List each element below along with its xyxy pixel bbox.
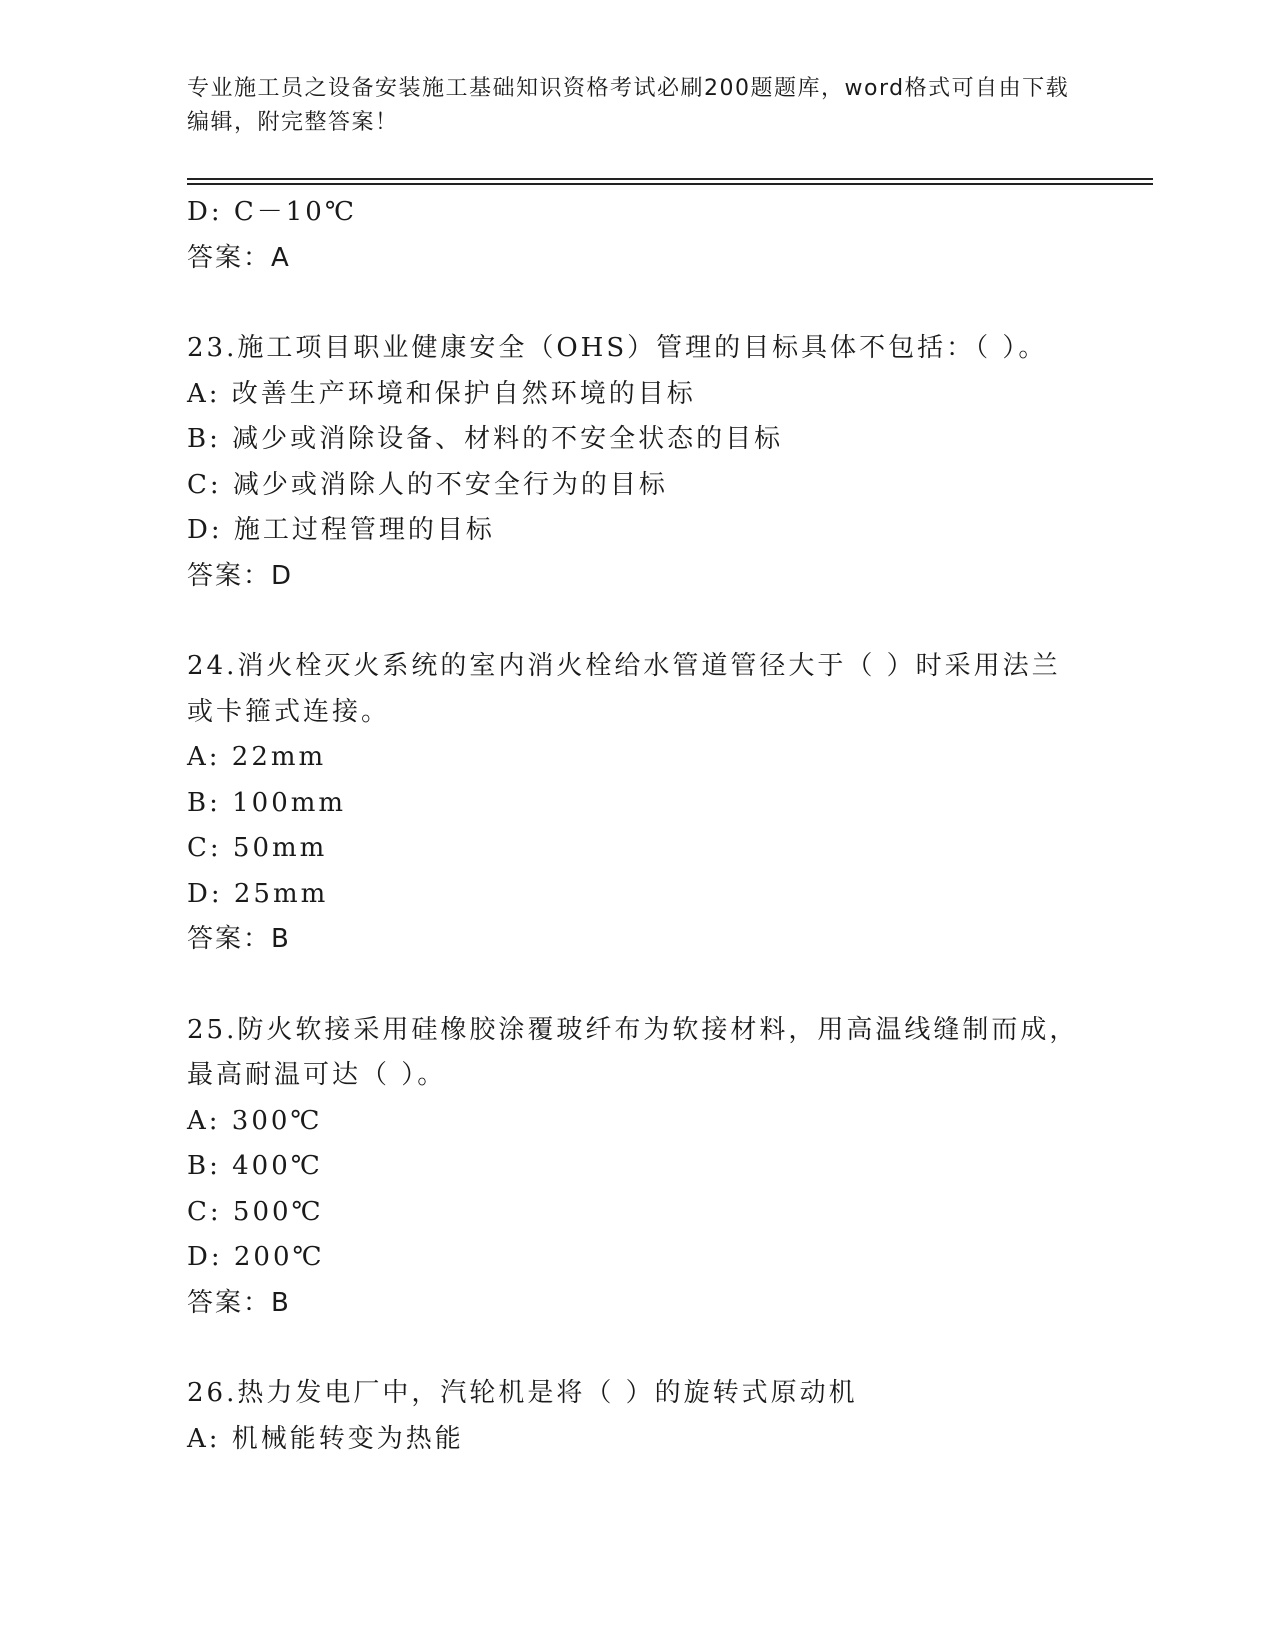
answer-line: 答案：A xyxy=(187,242,291,273)
question-25 xyxy=(187,1008,1087,1327)
question-stem: 26.热力发电厂中，汽轮机是将（ ）的旋转式原动机 xyxy=(187,1378,858,1408)
question-26 xyxy=(187,1371,1087,1462)
question-23 xyxy=(187,326,1087,599)
option-b: B: 减少或消除设备、材料的不安全状态的目标 xyxy=(187,424,784,454)
option-c: C: 减少或消除人的不安全行为的目标 xyxy=(187,469,668,500)
answer-line: 答案：D xyxy=(187,560,294,591)
document-header: 专业施工员之设备安装施工基础知识资格考试必刷200题题库，word格式可自由下载编辑，附完整答案！ xyxy=(187,76,1070,135)
option-d: D: C－10℃ xyxy=(187,197,357,227)
option-a: A: 机械能转变为热能 xyxy=(187,1423,464,1454)
answer-line: 答案：B xyxy=(187,924,291,954)
header-divider-bottom xyxy=(187,183,1153,185)
previous-question-tail xyxy=(187,190,1087,281)
option-a: A: 300℃ xyxy=(187,1105,323,1136)
answer-line: 答案：B xyxy=(187,1287,291,1318)
option-d: D: 施工过程管理的目标 xyxy=(187,515,495,545)
question-stem: 25.防火软接采用硅橡胶涂覆玻纤布为软接材料，用高温线缝制而成，最高耐温可达（ ）。 xyxy=(187,1014,1079,1090)
option-b: B: 100mm xyxy=(187,787,347,818)
option-c: C: 50mm xyxy=(187,833,328,863)
option-a: A: 改善生产环境和保护自然环境的目标 xyxy=(187,378,696,409)
option-d: D: 200℃ xyxy=(187,1242,325,1272)
option-a: A: 22mm xyxy=(187,742,327,772)
question-24 xyxy=(187,644,1087,963)
header-divider-top xyxy=(187,178,1153,180)
option-d: D: 25mm xyxy=(187,878,329,909)
question-stem: 24.消火栓灭火系统的室内消火栓给水管道管径大于（ ）时采用法兰或卡箍式连接。 xyxy=(187,651,1061,727)
question-list xyxy=(187,190,1087,1462)
option-c: C: 500℃ xyxy=(187,1196,324,1227)
option-b: B: 400℃ xyxy=(187,1151,323,1181)
question-stem: 23.施工项目职业健康安全（OHS）管理的目标具体不包括：（ ）。 xyxy=(187,333,1048,363)
